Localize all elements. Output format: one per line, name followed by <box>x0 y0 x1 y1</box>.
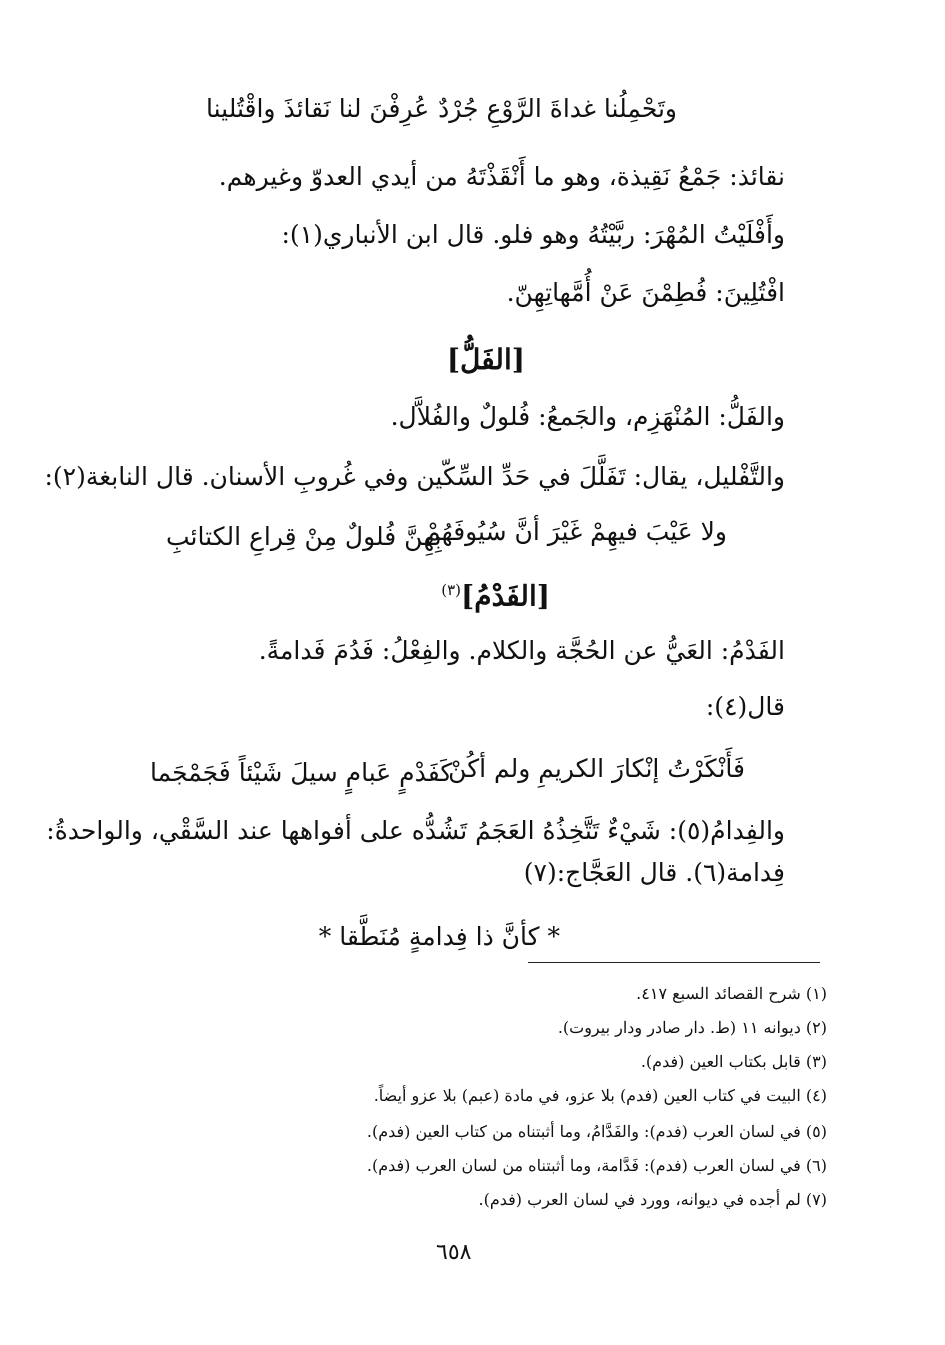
verse1-first-hemistich: وتَحْمِلُنا غداةَ الرَّوْعِ جُرْدٌ <box>438 94 677 123</box>
entry-heading-al-fall: [الفَلُّ] <box>446 343 525 376</box>
footnote-4: (٤) البيت في كتاب العين (فدم) بلا عزو، في مادة (عبم) بلا عزو أيضاً. <box>373 1086 827 1105</box>
verse4-rajaz: * كأنَّ ذا فِدامةٍ مُنَطَّقا * <box>318 922 560 951</box>
paragraph-al-fall: والفَلُّ: المُنْهَزِم، والجَمعُ: فُلولٌ والفُلاَّل. <box>390 402 785 431</box>
footnote-2: (٢) ديوانه ١١ (ط. دار صادر ودار بيروت). <box>557 1018 827 1037</box>
footnote-5: (٥) في لسان العرب (فدم): والفَدَّامُ، وما أثبتناه من كتاب العين (فدم). <box>366 1122 827 1141</box>
verse2-second-hemistich: بِهِنَّ فُلولٌ مِنْ قِراعِ الكتائبِ <box>166 522 442 551</box>
verse3-second-hemistich: كَفَدْمٍ عَبامٍ سيلَ شَيْئاً فَجَمْجَما <box>150 758 453 787</box>
footnote-separator <box>528 962 820 963</box>
entry-heading-al-fadm-text: [الفَدْمُ] <box>460 579 550 613</box>
footnote-7: (٧) لم أجده في ديوانه، وورد في لسان العرب (فدم). <box>478 1190 827 1209</box>
entry-heading-al-fadm <box>441 570 550 616</box>
footnote-ref-3: (٣) <box>441 581 461 599</box>
footnote-3: (٣) قابل بكتاب العين (فدم). <box>640 1052 827 1071</box>
footnote-1: (١) شرح القصائد السبع ٤١٧. <box>636 984 827 1003</box>
paragraph-iftulin: افْتُلِينَ: فُطِمْنَ عَنْ أُمَّهاتِهِنّ. <box>506 278 785 307</box>
paragraph-at-taflil: والتَّفْليل، يقال: تَفَلَّلَ في حَدِّ السِّكّين وفي غُروبِ الأسنان. قال النابغة(٢): <box>44 462 785 491</box>
verse3-first-hemistich: فَأَنْكَرْتُ إنْكارَ الكريمِ ولم أكُنْ <box>448 754 745 783</box>
paragraph-al-fidam-line1: والفِدامُ(٥): شَيْءٌ تَتَّخِذُهُ العَجَمُ تَشُدُّه على أفواهها عند السَّقْي، والواحدةُ: <box>46 816 785 845</box>
paragraph-naqaid: نقائذ: جَمْعُ نَقِيذة، وهو ما أَنْقَذْتَهُ من أيدي العدوّ وغيرهم. <box>218 162 785 191</box>
paragraph-al-fadm: الفَدْمُ: العَيُّ عن الحُجَّة والكلام. والفِعْلُ: فَدُمَ فَدامةً. <box>258 636 785 665</box>
paragraph-al-fidam-line2: فِدامة(٦). قال العَجَّاج:(٧) <box>523 858 785 887</box>
paragraph-qal: قال(٤): <box>705 692 785 721</box>
verse2-first-hemistich: ولا عَيْبَ فيهِمْ غَيْرَ أنَّ سُيُوفَهُمْ <box>425 517 727 546</box>
footnote-6: (٦) في لسان العرب (فدم): فَدَّامة، وما أثبتناه من لسان العرب (فدم). <box>366 1156 827 1175</box>
verse1-second-hemistich: عُرِفْنَ لنا نَقائذَ واقْتُلينا <box>206 94 430 123</box>
paragraph-aflaytu: وأَفْلَيْتُ المُهْرَ: ربَّيْتُهُ وهو فلو. قال ابن الأنباري(١): <box>281 220 785 249</box>
page-number: ٦٥٨ <box>436 1240 472 1265</box>
